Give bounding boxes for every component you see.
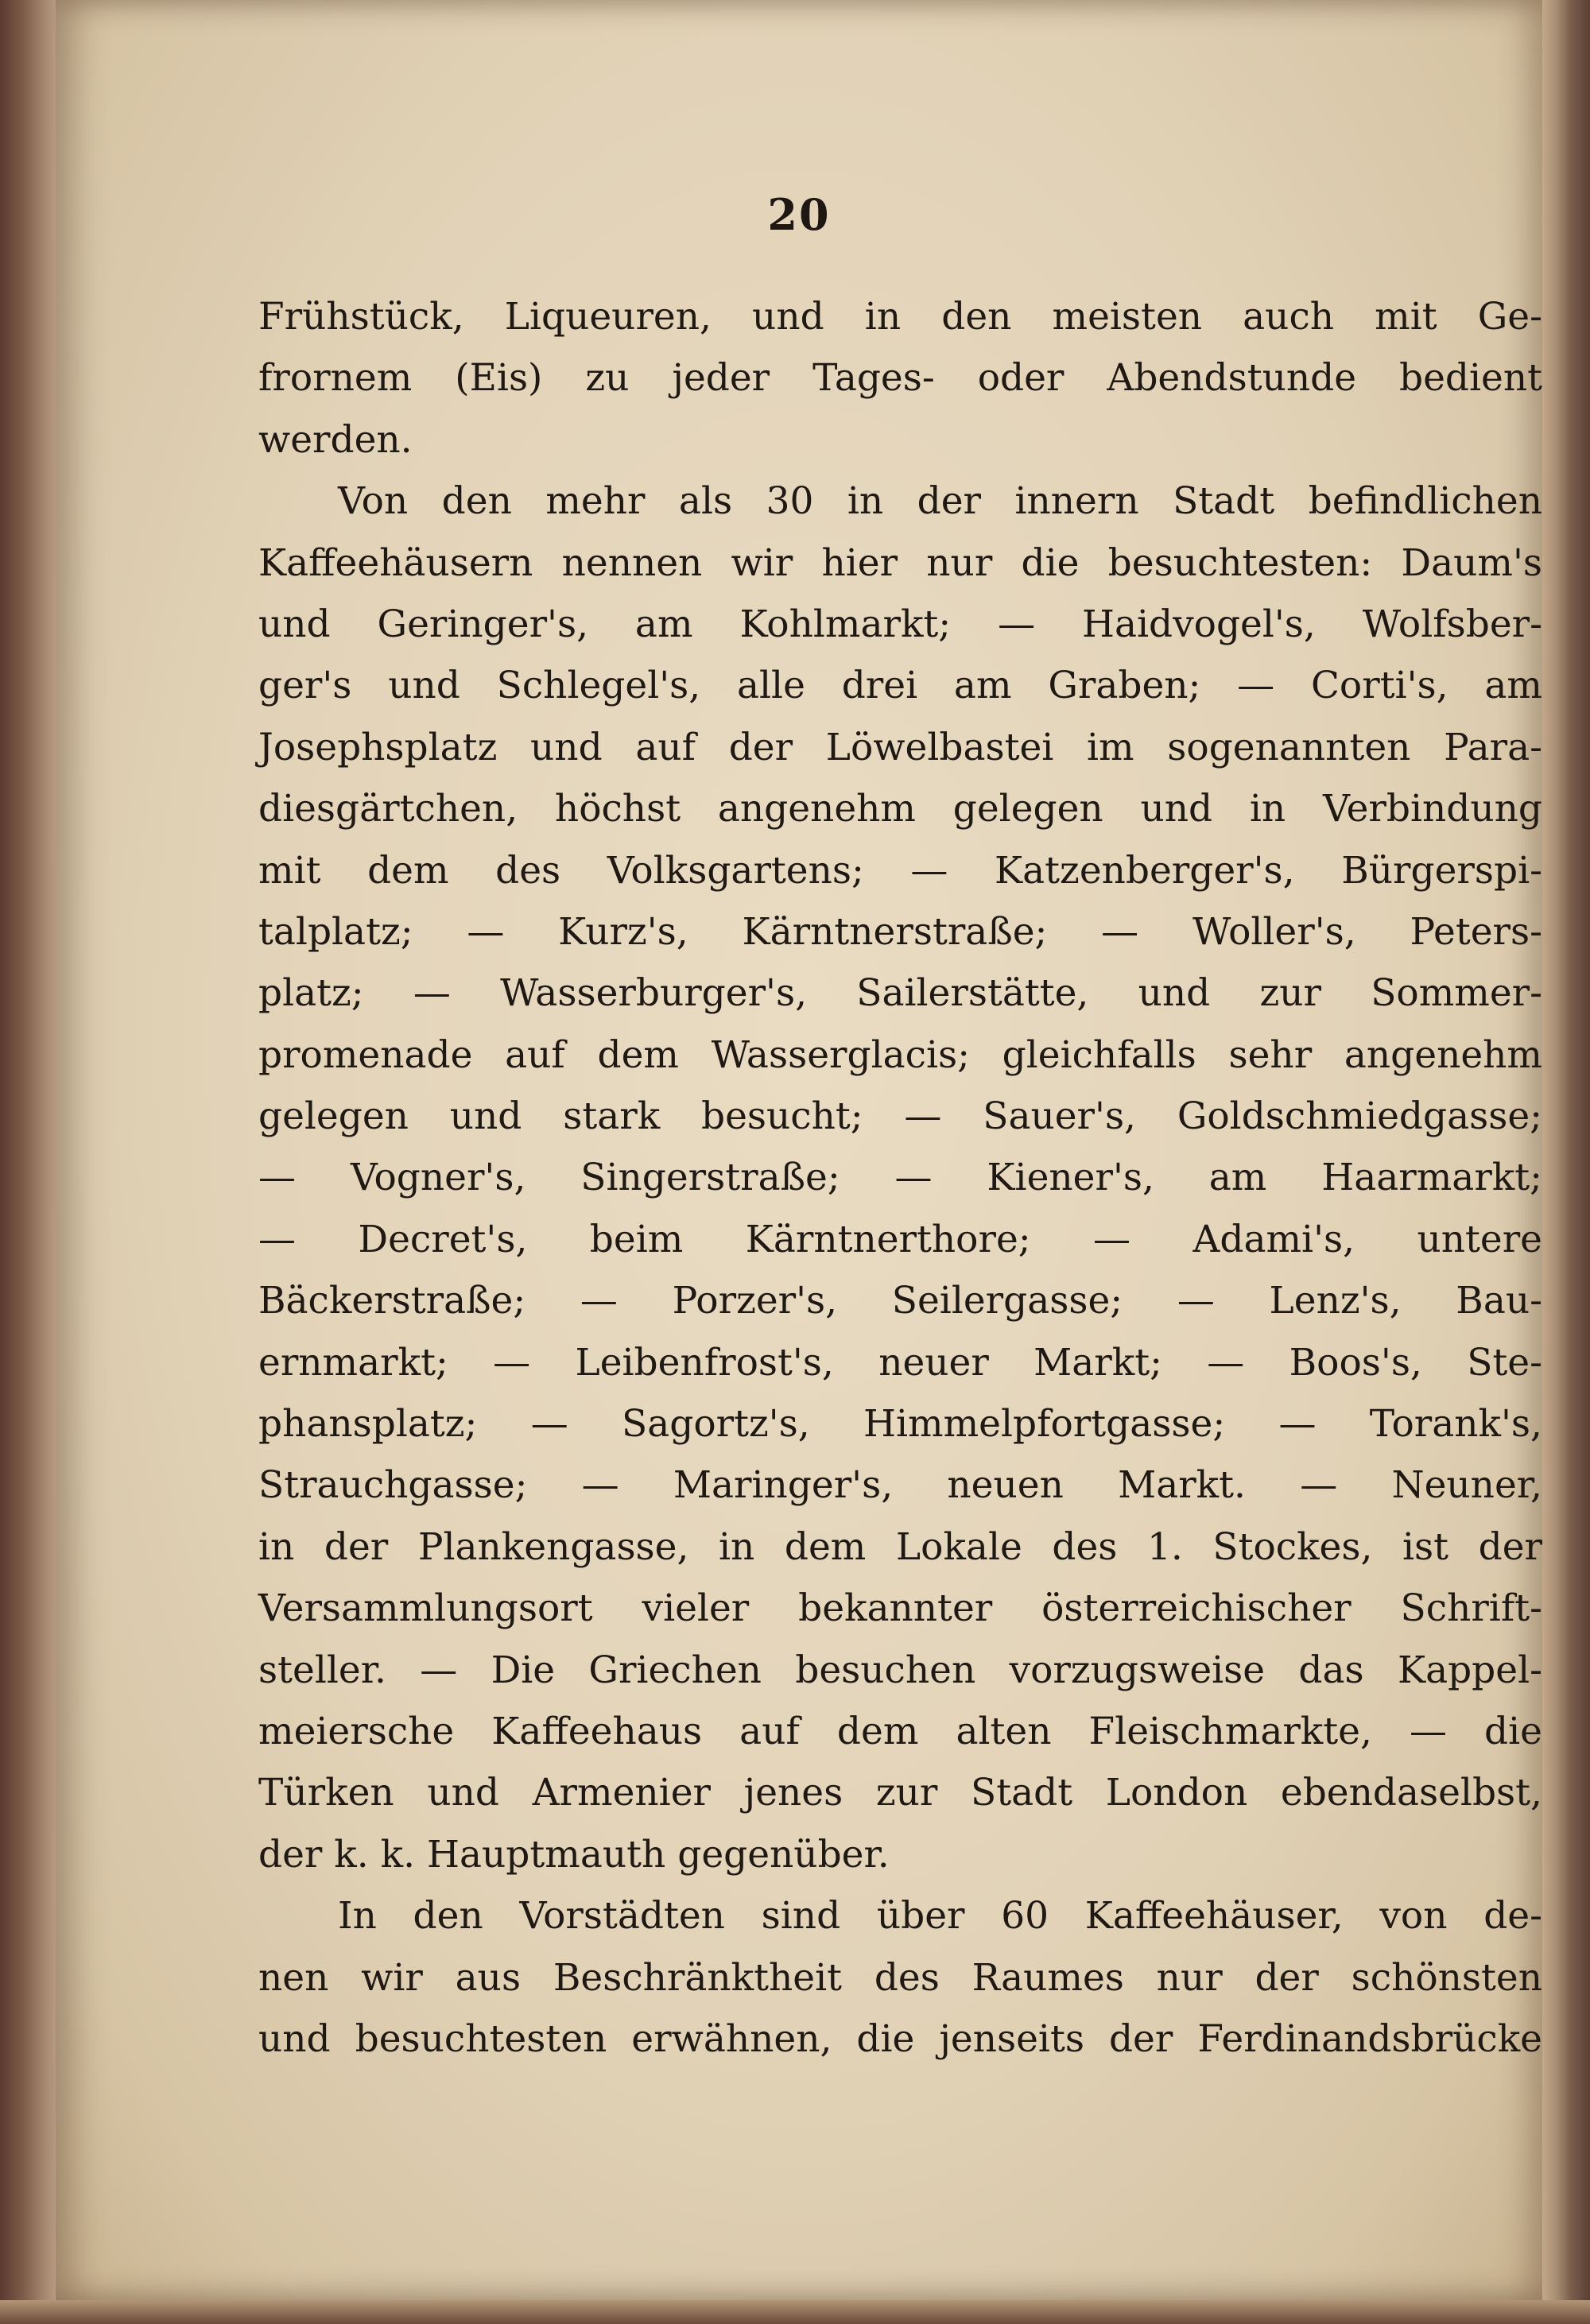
book-page bbox=[56, 0, 1542, 2300]
text-line: Bäckerstraße; — Porzer's, Seilergasse; — Lenz's, Bau- bbox=[258, 1279, 1542, 1323]
text-line: In den Vorstädten sind über 60 Kaffeehäuser, von de- bbox=[338, 1894, 1542, 1939]
text-line: — Decret's, beim Kärntnerthore; — Adami's, untere bbox=[258, 1217, 1542, 1261]
body-text bbox=[258, 286, 1542, 2070]
book-edge-bottom bbox=[0, 2300, 1590, 2324]
text-line: phansplatz; — Sagortz's, Himmelpfortgasse; — Torank's, bbox=[258, 1402, 1542, 1447]
text-line: in der Plankengasse, in dem Lokale des 1. Stockes, ist der bbox=[258, 1524, 1542, 1569]
text-line: werden. bbox=[258, 417, 413, 462]
text-line: Strauchgasse; — Maringer's, neuen Markt. — Neuner, bbox=[258, 1463, 1542, 1508]
text-line: platz; — Wasserburger's, Sailerstätte, und zur Sommer- bbox=[258, 971, 1542, 1016]
text-line: diesgärtchen, höchst angenehm gelegen und in Verbindung bbox=[258, 787, 1542, 831]
text-line: promenade auf dem Wasserglacis; gleichfalls sehr angenehm bbox=[258, 1032, 1542, 1077]
text-line: Versammlungsort vieler bekannter österreichischer Schrift- bbox=[258, 1586, 1542, 1631]
text-line: gelegen und stark besucht; — Sauer's, Goldschmiedgasse; bbox=[258, 1094, 1542, 1139]
text-line: der k. k. Hauptmauth gegenüber. bbox=[258, 1832, 890, 1877]
page-number: 20 bbox=[767, 189, 831, 240]
text-line: frornem (Eis) zu jeder Tages- oder Abendstunde bedient bbox=[258, 356, 1542, 401]
book-edge-left bbox=[0, 0, 56, 2324]
text-line: Von den mehr als 30 in der innern Stadt befindlichen bbox=[338, 479, 1542, 524]
text-line: meiersche Kaffeehaus auf dem alten Fleischmarkte, — die bbox=[258, 1709, 1542, 1753]
text-line: mit dem des Volksgartens; — Katzenberger's, Bürgerspi- bbox=[258, 848, 1542, 893]
text-line: Josephsplatz und auf der Löwelbastei im sogenannten Para- bbox=[258, 725, 1542, 769]
book-edge-right bbox=[1542, 0, 1590, 2324]
text-line: Türken und Armenier jenes zur Stadt London ebendaselbst, bbox=[258, 1771, 1542, 1815]
text-line: ernmarkt; — Leibenfrost's, neuer Markt; — Boos's, Ste- bbox=[258, 1340, 1542, 1385]
text-line: und besuchtesten erwähnen, die jenseits der Ferdinandsbrücke bbox=[258, 2016, 1542, 2061]
text-line: talplatz; — Kurz's, Kärntnerstraße; — Woller's, Peters- bbox=[258, 909, 1542, 954]
text-line: und Geringer's, am Kohlmarkt; — Haidvogel's, Wolfsber- bbox=[258, 602, 1542, 646]
text-line: — Vogner's, Singerstraße; — Kiener's, am Haarmarkt; bbox=[258, 1156, 1542, 1200]
text-line: ger's und Schlegel's, alle drei am Graben; — Corti's, am bbox=[258, 664, 1542, 708]
text-line: steller. — Die Griechen besuchen vorzugsweise das Kappel- bbox=[258, 1648, 1542, 1692]
text-line: Frühstück, Liqueuren, und in den meisten auch mit Ge- bbox=[258, 295, 1542, 339]
text-line: nen wir aus Beschränktheit des Raumes nur der schönsten bbox=[258, 1955, 1542, 2000]
text-line: Kaffeehäusern nennen wir hier nur die besuchtesten: Daum's bbox=[258, 540, 1542, 585]
